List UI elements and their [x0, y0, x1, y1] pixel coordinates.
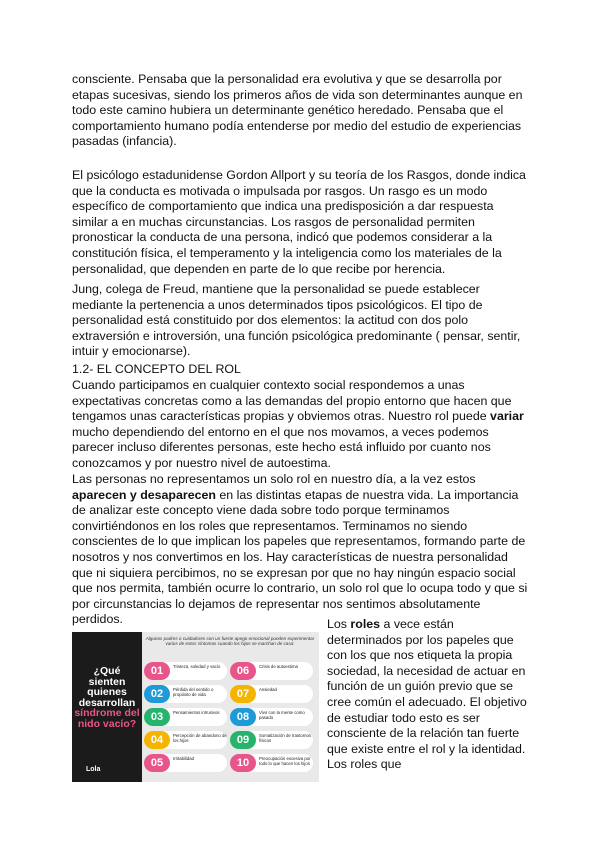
- infographic-item: [230, 708, 313, 726]
- item-number: 04: [144, 731, 170, 749]
- text: Las personas no representamos un solo rol en nuestro día, a la vez estos: [72, 472, 476, 486]
- item-text: Vivir con la mente como pasado: [259, 710, 305, 720]
- section-heading: 1.2- EL CONCEPTO DEL ROL: [72, 362, 241, 376]
- item-text: Preocupación excesiva por todo lo que hacen los hijos: [259, 756, 311, 766]
- infographic-item: [144, 662, 227, 680]
- infographic-title-highlight: síndrome del nido vacío?: [74, 707, 140, 730]
- item-number: 05: [144, 754, 170, 772]
- infographic-title: [74, 666, 140, 729]
- item-number: 07: [230, 685, 256, 703]
- infographic-item: [230, 731, 313, 749]
- item-number: 02: [144, 685, 170, 703]
- brand-logo: Lola: [86, 766, 101, 773]
- item-text: Pérdida del sentido o propósito de vida: [173, 687, 214, 697]
- bold-text: aparecen y desaparecen: [72, 487, 216, 502]
- infographic-title-line: ¿Qué sienten quienes desarrollan: [78, 665, 136, 709]
- infographic-item: [230, 662, 313, 680]
- item-text: Tristeza, soledad y vacío: [173, 664, 221, 669]
- item-number: 06: [230, 662, 256, 680]
- bold-text: roles: [350, 617, 381, 631]
- text: mucho dependiendo del entorno en el que nos movamos, a veces podemos parecer incluso diferentes personas, este hecho está influido por cuanto nos conozcamos y por nuestro nivel de autoestima.: [72, 424, 491, 470]
- item-number: 03: [144, 708, 170, 726]
- infographic-item: [144, 685, 227, 703]
- item-text: Irritabilidad: [173, 756, 195, 761]
- infographic-item: [230, 685, 313, 703]
- paragraph-jung: Jung, colega de Freud, mantiene que la personalidad se puede establecer mediante la pertenencia a unos determinados tipos psicológicos. El tipo de personalidad está constituido por dos elementos: la actitud con dos polo extraversión e introversión, una función psicológica predominante ( pensar, sentir, intuir y emocionarse).: [72, 282, 521, 359]
- paragraph-psicoanalisis: consciente. Pensaba que la personalidad era evolutiva y que se desarrolla por etapas sucesivas, siendo los primeros años de vida son determinantes aunque en todo este camino hubiera un determinante genético heredado. Pensaba que el comportamiento humano podía entenderse por medio del estudio de experiencias pasadas (infancia).: [72, 72, 523, 149]
- text: Cuando participamos en cualquier contexto social respondemos a unas expectativas concretas como a las demandas del propio entorno que hacen que tengamos unas características propias y obviemos otras. Nuestro rol puede: [72, 378, 512, 424]
- bold-text: variar: [490, 409, 524, 424]
- text: a vece están determinados por los papeles que con los que nos etiqueta la propia sociedad, la necesidad de actuar en función de un guión previo que se cree común el adecuado. El objetivo de estudiar todo esto es ser consciente de la relación tan fuerte que existe entre el rol y la identidad. Los roles que: [327, 617, 527, 772]
- paragraph-roles-sociedad: [327, 617, 532, 773]
- infographic-item: [144, 731, 227, 749]
- item-number: 09: [230, 731, 256, 749]
- infographic-item: [230, 754, 313, 772]
- item-number: 01: [144, 662, 170, 680]
- infographic-subtitle: Algunos padres o cuidadores con un fuerte apego emocional pueden experimentar varios de estos síntomas cuando los hijos se marchan de casa:: [145, 636, 315, 647]
- item-text: Percepción de abandono de los hijos: [173, 733, 227, 743]
- paragraph-rol-contexto: [72, 378, 530, 472]
- paragraph-allport: El psicólogo estadunidense Gordon Allport y su teoría de los Rasgos, donde indica que la conducta es motivada o impulsada por rasgos. Un rasgo es un modo específico de comportamiento que indica una predisposición a dar respuesta similar a en muchas circunstancias. Los rasgos de personalidad permiten pronosticar la conducta de una persona, indicó que podemos considerar a la constitución física, el temperamento y la inteligencia como los materiales de la personalidad, que dependen en parte de lo que recibe por herencia.: [72, 168, 526, 276]
- item-number: 10: [230, 754, 256, 772]
- item-text: Crisis de autoestima: [259, 664, 298, 669]
- paragraph-rol-etapas: [72, 472, 530, 628]
- infographic-title-panel: [72, 632, 142, 782]
- item-text: Ansiedad: [259, 687, 277, 692]
- infographic-item: [144, 708, 227, 726]
- item-number: 08: [230, 708, 256, 726]
- infographic-item: [144, 754, 227, 772]
- text: Los: [327, 617, 351, 631]
- infographic-nido-vacio: [72, 632, 319, 782]
- item-text: Somatización de trastornos físicos: [259, 733, 312, 743]
- text: en las distintas etapas de nuestra vida. La importancia de analizar este concepto viene dada sobre todo porque terminamos convirtiéndonos en los roles que representamos. Terminamos no siendo conscientes de lo que implican los papeles que representamos, formando parte de nosotros y nos convertimos en los. Hay características de nuestra personalidad que ni siquiera percibimos, no se expresan por que no hay ningún espacio social que nos permita, también ocurre lo contrario, un solo rol que lo ocupa todo y que si por circunstancias lo dejamos de representar nos sentimos absolutamente perdidos.: [72, 487, 528, 627]
- item-text: Pensamientos intrusivos: [173, 710, 220, 715]
